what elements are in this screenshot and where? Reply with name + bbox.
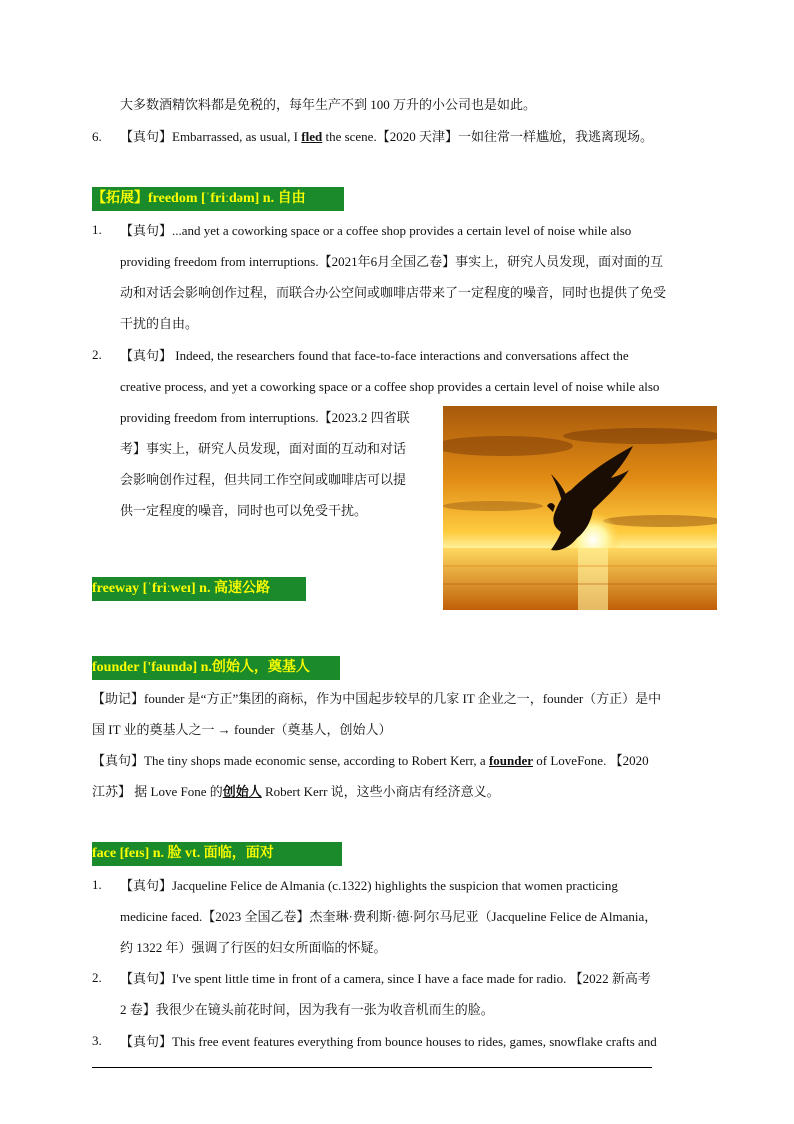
eagle-sunset-photo [443,406,717,610]
eagle-sunset-svg [443,406,717,610]
face-item-2-line-2: 2 卷】我很少在镜头前花时间，因为我有一张为收音机而生的脸。 [120,1002,494,1017]
freedom-item-2-line-6: 供一定程度的噪音，同时也可以免受干扰。 [120,503,368,518]
item-6-number: 6. [92,129,102,144]
face-item-2-number: 2. [92,970,102,985]
founder-example-post: of LoveFone. 【2020 [533,753,649,768]
face-item-1-line-1: 【真句】Jacqueline Felice de Almania (c.1322) highlights the suspicion that women practicing [120,878,618,893]
face-item-3-line-1: 【真句】This free event features everything from bounce houses to rides, games, snowflake crafts and [120,1034,657,1049]
face-item-2 [120,963,704,1025]
face-item-1-line-3: 约 1322 年）强调了行医的妇女所面临的怀疑。 [120,940,387,955]
face-header: face [feɪs] n. 脸 vt. 面临，面对 [92,842,342,866]
founder-mnemonic-line-2: 国 IT 业的奠基人之一 → founder（奠基人，创始人） [92,722,392,737]
founder-example-line-1 [92,752,649,770]
freedom-item-2-line-4: 考】事实上，研究人员发现，面对面的互动和对话 [120,441,407,456]
face-item-3-number: 3. [92,1033,102,1048]
freedom-header: 【拓展】freedom [ˈfriːdəm] n. 自由 [92,187,344,211]
face-item-2-line-1: 【真句】I've spent little time in front of a camera, since I have a face made for radio. 【2022 新高考 [120,971,651,986]
freedom-item-2-line-5: 会影响创作过程，但共同工作空间或咖啡店可以提 [120,472,407,487]
freedom-item-2-wrapped [120,402,438,526]
freedom-item-2-number: 2. [92,347,102,362]
face-item-1-number: 1. [92,877,102,892]
founder-keyword: founder [488,753,534,768]
continuation-line: 大多数酒精饮料都是免税的，每年生产不到 100 万升的小公司也是如此。 [120,97,537,112]
freedom-item-2-line-3: providing freedom from interruptions.【2023.2 四省联 [120,410,410,425]
founder-cn-keyword: 创始人 [222,784,262,799]
founder-example2-post: Robert Kerr 说，这些小商店有经济意义。 [261,784,500,799]
freedom-item-1-line-3: 动和对话会影响创作过程，而联合办公空间或咖啡店带来了一定程度的噪音，同时也提供了免受 [120,285,667,300]
item-6-keyword: fled [301,129,323,144]
founder-example-line-2 [92,783,500,801]
freedom-item-1-line-1: 【真句】...and yet a coworking space or a coffee shop provides a certain level of noise while also [120,223,632,238]
item-6-sentence [120,128,653,146]
founder-example2-pre: 江苏】 据 Love Fone 的 [92,784,223,799]
freedom-item-1-line-4: 干扰的自由。 [120,316,199,331]
face-item-3 [120,1026,704,1057]
freedom-item-2 [120,340,704,402]
freedom-item-2-line-2: creative process, and yet a coworking space or a coffee shop provides a certain level of noise while also [120,379,660,394]
founder-mnemonic-line-1: 【助记】founder 是“方正”集团的商标，作为中国起步较早的几家 IT 企业之一，founder（方正）是中 [92,691,662,706]
freedom-item-1-line-2: providing freedom from interruptions.【2021年6月全国乙卷】事实上，研究人员发现，面对面的互 [120,254,664,269]
founder-header: founder ['faundə] n.创始人，奠基人 [92,656,340,680]
freedom-item-1 [120,215,704,339]
freedom-item-2-line-1: 【真句】 Indeed, the researchers found that face-to-face interactions and conversations affect the [120,348,629,363]
freedom-item-1-number: 1. [92,222,102,237]
face-item-1-line-2: medicine faced.【2023 全国乙卷】杰奎琳·费利斯·德·阿尔马尼亚（Jacqueline Felice de Almania， [120,909,658,924]
footer-rule [92,1067,652,1068]
item-6-post: the scene.【2020 天津】一如往常一样尴尬，我逃离现场。 [322,129,653,144]
founder-example-pre: 【真句】The tiny shops made economic sense, according to Robert Kerr, a [92,753,489,768]
freeway-header: freeway [ˈfriːweɪ] n. 高速公路 [92,577,306,601]
face-item-1 [120,870,704,963]
item-6-pre: 【真句】Embarrassed, as usual, I [120,129,302,144]
